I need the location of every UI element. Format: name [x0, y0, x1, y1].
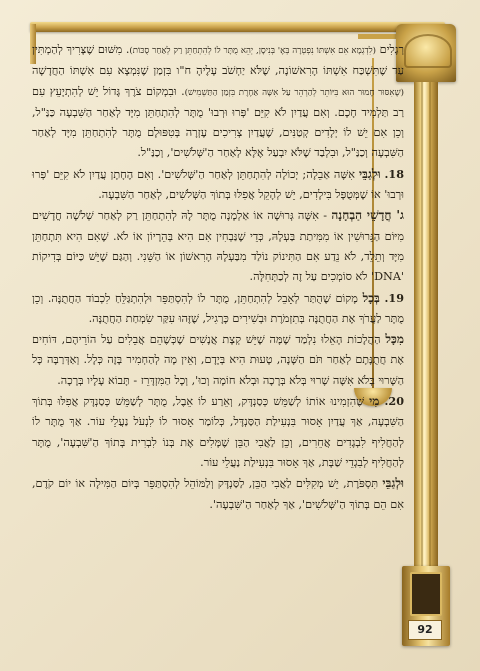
text-run: שֶׁהִזְמִינוּ אוֹתוֹ לְשַׁמֵּשׁ כְּסַנְדָּק, וְאֵרַע לוֹ אֵבֶל, מֻתָּר לְשַׁמֵּשׁ כְּסַנְדָּק אֲפִלּוּ בְּתוֹךְ הַשִּׁבְעָה, אַךְ עֲדַיִן אָסוּר בִּנְעִילַת הַסַּנְדָּל, כְּלוֹמַר אָסוּר לוֹ לִנְעֹל נַעֲלֵי עוֹר. אַךְ מֻתָּר לוֹ לְהַחֲלִיף לִבְגָדִים אֲחֵרִים, וְכֵן לַאֲבִי הַבֵּן שֶׁמָּלִים אֶת בְּנוֹ לִבְרִית בְּתוֹךְ הַ'שִּׁבְעָה', מֻתָּר לְהַחֲלִיף לְבִגְדֵי שַׁבָּת, אַךְ אָסוּר בִּנְעִילַת נַעֲלֵי עוֹר.: [32, 395, 404, 469]
column-capital: [396, 24, 456, 82]
gold-column: [406, 24, 446, 646]
text-run: מָקוֹם שֶׁהֻתַּר לְאָבֵל לְהִתְחַתֵּן, מֻתָּר לוֹ לְהִסְתַּפֵּר וּלְהִתְגַּלֵּחַ לִכְבוֹד הַחֲתֻנָּה. וְכֵן מֻתָּר לַעֲרֹךְ אֶת הַחֲתֻנָּה בְּתִזְמֹרֶת וּבְשִׁירִים כָּרָגִיל, שֶׁזֶּהוּ עִקַּר שִׂמְחַת הַחֲתֻנָּה.: [32, 291, 404, 325]
paragraph-19: [32, 288, 404, 330]
paragraph-18: [32, 164, 404, 206]
text-run: . וּבִמְקוֹם צֹרֶךְ גָּדוֹל יֵשׁ לְהִתְיָעֵץ עִם רַב תַּלְמִיד חָכָם. וְאִם עֲדַיִן לֹא קִיֵּם 'פְּרוּ וּרְבוּ' מֻתָּר לְהִתְחַתֵּן מִיָּד לְאַחַר הַשִּׁבְעָה כַּנַּ"ל, וְכֵן אִם יֵשׁ לוֹ יְלָדִים קְטַנִּים, שֶׁעֲדַיִן צְרִיכִים עֶזְרָה בְּטִפּוּלָם מֻתָּר לְהִתְחַתֵּן מִיָּד לְאַחַר הַשִּׁבְעָה וְכַנַּ"ל, וּבִלְבַד שֶׁלֹּא יִבְעַל אֶלָּא לְאַחַר הַ'שְּׁלֹשִׁים', וְכַנַּ"ל.: [32, 84, 404, 160]
paragraph-20: [32, 391, 404, 473]
paragraph-haircut: [32, 473, 404, 515]
inline-note: (שֶׁאִסּוּר חָמוּר הוּא בִּיּוֹתֵר לְהַרְהֵר עַל אִשָּׁה אַחֶרֶת בִּזְמַן הַתַּשְׁמִישׁ): [184, 87, 404, 98]
column-base: [402, 566, 450, 646]
paragraph-number: 18.: [384, 166, 404, 181]
paragraph-number: 20.: [384, 394, 404, 409]
lead-word: וּלְגַבֵּי: [382, 476, 404, 491]
column-shaft: [414, 82, 438, 566]
lead-word: מִכָּל: [385, 332, 404, 347]
text-run: אִשָּׁה אַבֵלָה; יְכוֹלָה לְהִתְחַתֵּן לְאַחַר הַ'שְּׁלֹשִׁים'. וְאִם הֶחָתָן עֲדַיִן לֹא קִיֵּם 'פְּרוּ וּרְבוּ' אוֹ שֶׁמְּטֻפָּל בִּילָדִים, יֵשׁ לְהָקֵל אֲפִלּוּ בְּתוֹךְ הַשְּׁלֹשִׁים, לְאַחַר הַשִּׁבְעָה.: [32, 167, 404, 202]
gold-frame-top: [30, 22, 445, 32]
text-run: . מִשּׁוּם שֶׁצָּרִיךְ לְהַמְתִּין עַד שֶׁתִּשְׁכַּח אִשְׁתּוֹ הָרִאשׁוֹנָה, שֶׁלֹּא יַחְשֹׁב עָלֶיהָ ח"ו בִּזְמַן שֶׁנִּמְצָא עִם אִשְׁתּוֹ הַחֲדָשָׁה: [32, 43, 404, 78]
paragraph-hevchana: [32, 205, 404, 287]
page-number: 92: [408, 620, 442, 640]
inline-note: (לִדְגְמָא אִם אִשְׁתּוֹ נִפְטְרָה בְּאֶ' בְּנִיסָן, יְהֵא מֻתָּר לוֹ לְהִתְחַתֵּן רַק לְאַחַר סֻכּוֹת): [129, 46, 377, 56]
paragraph-continuation: [32, 40, 404, 164]
text-run: - אִשָּׁה גְּרוּשָׁה אוֹ אַלְמָנָה מֻתָּר לָהּ לְהִתְחַתֵּן רַק לְאַחַר שְׁלֹשָׁה חֳדָשִׁים מִיּוֹם הַגֵּרוּשִׁין אוֹ מִמִּיתַת בַּעְלָהּ, כְּדֵי שֶׁנַּבְחִין אִם הִיא בְּהֵרָיוֹן אוֹ לֹא. שֶׁאִם הִיא תִּתְחַתֵּן מִיָּד וְתֵלֵד, לֹא נֵדַע אִם הַתִּינוֹק נוֹלַד מִבַּעְלָהּ הָרִאשׁוֹן אוֹ הַשֵּׁנִי. וְהַגַּם שֶׁיֵּשׁ כַּיּוֹם בְּדִיקוֹת 'DNA' לֹא סוֹמְכִים עַל זֶה לְכַתְּחִלָּה.: [32, 209, 404, 284]
ornament-panel: [410, 572, 442, 616]
text-run: תִּסְפֹּרֶת, יֵשׁ מְקִלִּים לַאֲבִי הַבֵּן, לַסַּנְדָּק וְלַמּוֹהֵל לְהִסְתַּפֵּר בְּיוֹם הַמִּילָה אוֹ יוֹם קֹדֶם, אִם הֵם בְּתוֹךְ הַ'שְּׁלֹשִׁים', אַךְ לְאַחַר הַ'שִּׁבְעָה'.: [32, 477, 404, 511]
paragraph-mikol: [32, 329, 404, 391]
text-run: הַהֲלָכוֹת הָאֵלוּ נִלְמַד שֶׁמָּה שֶׁיֵּשׁ קְצָת אֲנָשִׁים שֶׁכְּשֶׁהֵם אֲבֵלִים עַל הוֹרֵיהֶם, דּוֹחִים אֶת חֲתֻנָּתָם לְאַחַר תֹּם הַשָּׁנָה, טָעוּת הִיא בְּיָדָם, וְאֵין מָה לְהַחְמִיר בָּזֶה כְּלָל. וְאַדְּרַבָּה כָּל הַשָּׁרוּי בְּלֹא אִשָּׁה שָׁרוּי בְּלֹא בְּרָכָה וּבְלֹא חוֹמָה וְכוּ', וְכָל הַמִּזְדָּרֵז - תָּבוֹא עָלָיו בְּרָכָה.: [32, 333, 404, 387]
lead-word: מִי: [369, 394, 380, 409]
lead-word: בְּכָל: [362, 290, 380, 305]
paragraph-number: 19.: [384, 290, 404, 305]
body-text: [32, 40, 404, 515]
lead-word: ג' חֳדָשֵׁי הַבְחָנָה: [331, 208, 404, 223]
text-run: רְגָלִים: [379, 43, 404, 56]
lead-word: וּלְגַבֵּי: [358, 166, 381, 181]
